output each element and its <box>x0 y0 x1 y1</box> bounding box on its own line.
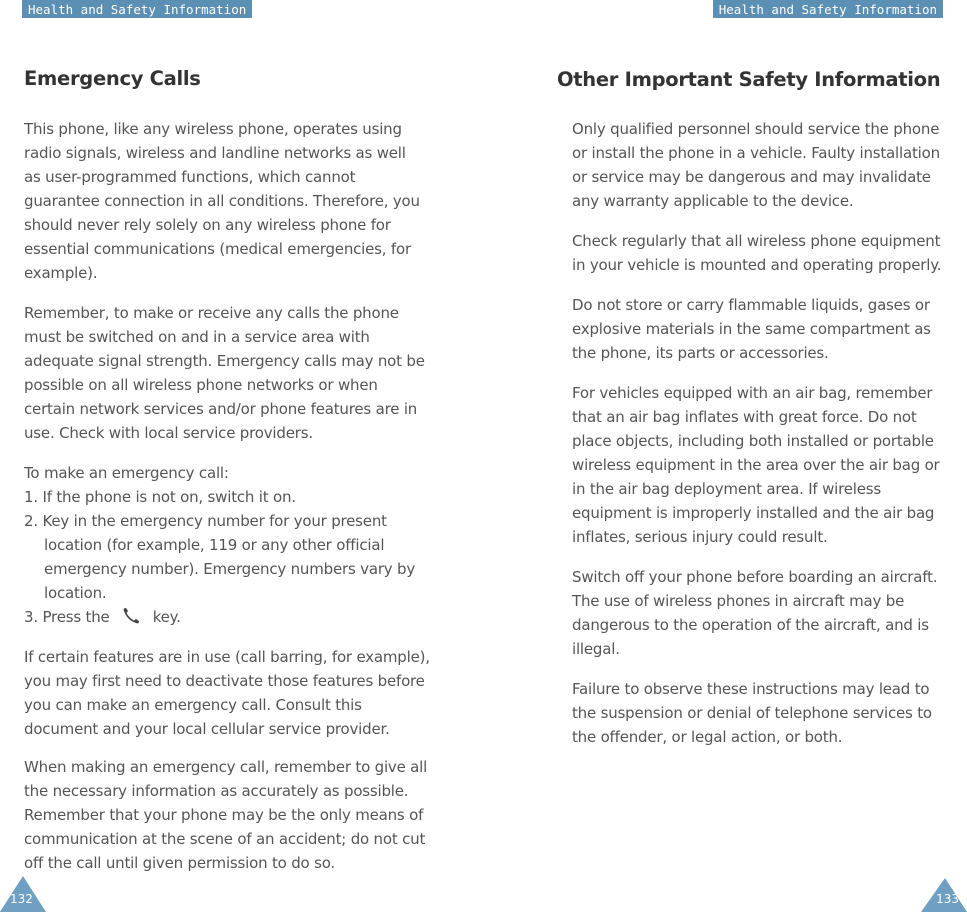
left-page-heading: Emergency Calls <box>24 67 201 90</box>
text-line: The use of wireless phones in aircraft may be <box>572 592 905 610</box>
text-line: This phone, like any wireless phone, operates using <box>24 120 402 138</box>
text-line: should never rely solely on any wireless phone for <box>24 216 391 234</box>
text-line: the phone, its parts or accessories. <box>572 344 829 362</box>
text-line: place objects, including both installed or portable <box>572 432 934 450</box>
paragraph <box>572 565 952 661</box>
text-line: the offender, or legal action, or both. <box>572 728 843 746</box>
text-line: Check regularly that all wireless phone equipment <box>572 232 941 250</box>
page-number-corner-left <box>0 876 46 912</box>
text-line: use. Check with local service providers. <box>24 424 313 442</box>
step-3-prefix: 3. Press the <box>24 608 110 626</box>
text-line: as user-programmed functions, which cannot <box>24 168 356 186</box>
text-line: you can make an emergency call. Consult this <box>24 696 362 714</box>
text-line: Do not store or carry flammable liquids, gases or <box>572 296 930 314</box>
paragraph <box>24 117 444 285</box>
text-line: communication at the scene of an accident; do not cut <box>24 830 426 848</box>
text-line: certain network services and/or phone features are in <box>24 400 418 418</box>
step-2-continued: emergency number). Emergency numbers vary by <box>44 560 416 578</box>
text-line: wireless equipment in the area over the air bag or <box>572 456 940 474</box>
text-line: or service may be dangerous and may invalidate <box>572 168 931 186</box>
paragraph <box>572 381 952 549</box>
text-line: For vehicles equipped with an air bag, remember <box>572 384 933 402</box>
text-line: off the call until given permission to do so. <box>24 854 335 872</box>
text-line: If certain features are in use (call barring, for example), <box>24 648 430 666</box>
left-page-body <box>24 117 444 875</box>
text-line: guarantee connection in all conditions. Therefore, you <box>24 192 420 210</box>
section-tab-left: Health and Safety Information <box>22 0 252 18</box>
right-page-heading: Other Important Safety Information <box>557 68 941 91</box>
steps-list <box>24 461 444 629</box>
text-line: When making an emergency call, remember to give all <box>24 758 428 776</box>
paragraph <box>572 229 952 277</box>
page-number: 133 <box>936 892 959 906</box>
text-line: radio signals, wireless and landline networks as well <box>24 144 406 162</box>
text-line: Remember, to make or receive any calls the phone <box>24 304 399 322</box>
paragraph <box>572 117 952 213</box>
paragraph <box>572 293 952 365</box>
text-line: in the air bag deployment area. If wireless <box>572 480 882 498</box>
text-line: Failure to observe these instructions may lead to <box>572 680 930 698</box>
paragraph <box>24 301 444 445</box>
step-3 <box>24 605 444 629</box>
text-line: adequate signal strength. Emergency calls may not be <box>24 352 425 370</box>
text-line: dangerous to the operation of the aircraft, and is <box>572 616 929 634</box>
section-tab-right: Health and Safety Information <box>713 0 943 18</box>
text-line: in your vehicle is mounted and operating properly. <box>572 256 942 274</box>
text-line: the suspension or denial of telephone services to <box>572 704 932 722</box>
page-number-corner-right <box>921 876 967 912</box>
step-2-continued: location. <box>44 584 107 602</box>
text-line: inflates, serious injury could result. <box>572 528 828 546</box>
text-line: essential communications (medical emergencies, for <box>24 240 411 258</box>
step-3-suffix: key. <box>152 608 181 626</box>
step-2: 2. Key in the emergency number for your present <box>24 512 387 530</box>
text-line: you may first need to deactivate those features before <box>24 672 425 690</box>
paragraph <box>24 755 444 875</box>
step-1: 1. If the phone is not on, switch it on. <box>24 488 296 506</box>
text-line: Remember that your phone may be the only means of <box>24 806 424 824</box>
text-line: any warranty applicable to the device. <box>572 192 854 210</box>
text-line: or install the phone in a vehicle. Faulty installation <box>572 144 940 162</box>
text-line: Switch off your phone before boarding an aircraft. <box>572 568 938 586</box>
text-line: explosive materials in the same compartment as <box>572 320 931 338</box>
text-line: Only qualified personnel should service the phone <box>572 120 940 138</box>
text-line: example). <box>24 264 98 282</box>
text-line: illegal. <box>572 640 620 658</box>
text-line: must be switched on and in a service area with <box>24 328 370 346</box>
text-line: possible on all wireless phone networks or when <box>24 376 378 394</box>
page-number: 132 <box>10 892 33 906</box>
send-key-icon <box>114 606 148 626</box>
right-page-body <box>572 117 952 749</box>
paragraph <box>24 645 444 741</box>
paragraph <box>572 677 952 749</box>
steps-intro: To make an emergency call: <box>24 464 229 482</box>
text-line: equipment is improperly installed and the air bag <box>572 504 935 522</box>
text-line: document and your local cellular service provider. <box>24 720 390 738</box>
step-2-continued: location (for example, 119 or any other official <box>44 536 385 554</box>
text-line: that an air bag inflates with great force. Do not <box>572 408 917 426</box>
text-line: the necessary information as accurately as possible. <box>24 782 409 800</box>
